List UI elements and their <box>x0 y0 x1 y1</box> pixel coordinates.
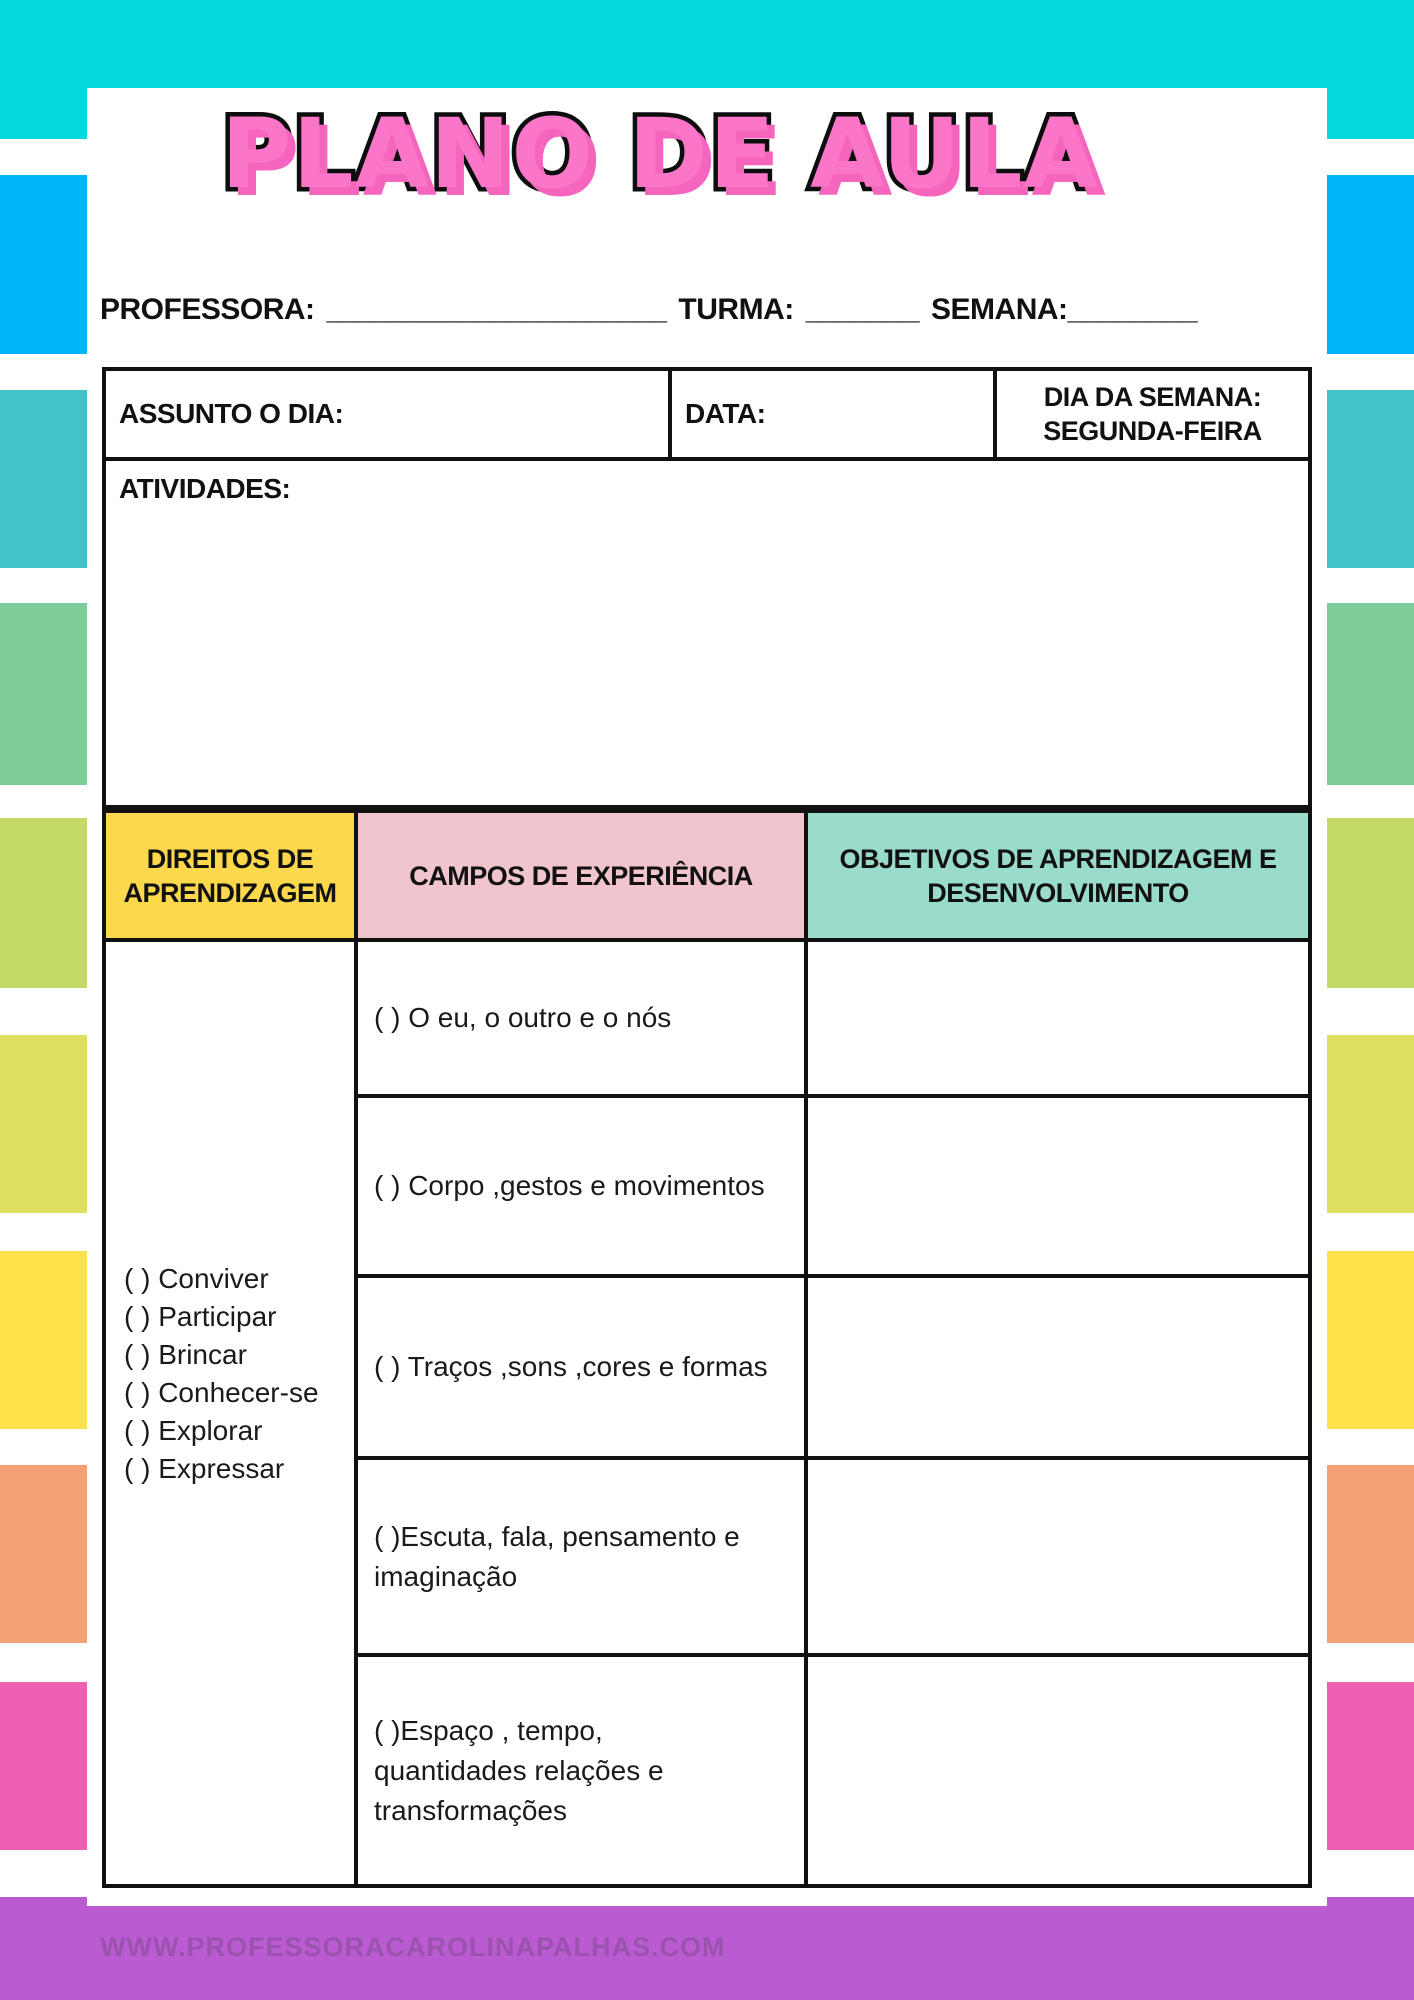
footer-website: WWW.PROFESSORACAROLINAPALHAS.COM <box>100 1932 726 1962</box>
border-block-blue-right <box>1327 175 1414 354</box>
border-block-cyan-right <box>1327 88 1414 139</box>
dia-da-semana-label: DIA DA SEMANA: <box>1043 382 1262 412</box>
campo-row-4 <box>358 1460 804 1653</box>
campo-item: ( ) Corpo ,gestos e movimentos <box>374 1170 765 1201</box>
objetivo-row-4 <box>808 1460 1308 1653</box>
dia-da-semana-cell <box>997 371 1308 457</box>
teacher-line <box>100 288 1330 332</box>
matrix-table <box>102 809 1312 1888</box>
border-block-lime-left <box>0 1035 87 1213</box>
assunto-label: ASSUNTO O DIA: <box>119 398 344 429</box>
semana-blank-field: ________ <box>1067 293 1198 326</box>
dia-da-semana-value: SEGUNDA-FEIRA <box>1043 416 1262 446</box>
campo-row-3 <box>358 1278 804 1456</box>
top-color-band <box>0 0 1414 88</box>
direitos-item: ( ) Explorar <box>124 1415 263 1446</box>
direitos-item: ( ) Brincar <box>124 1339 247 1370</box>
atividades-cell <box>106 461 1308 805</box>
objetivo-row-1 <box>808 942 1308 1094</box>
border-block-lime-right <box>1327 1035 1414 1213</box>
border-block-yellowgreen-right <box>1327 818 1414 988</box>
campo-row-2 <box>358 1098 804 1274</box>
professora-label: PROFESSORA: <box>100 293 315 326</box>
professora-blank-field: _____________________ <box>326 293 667 326</box>
atividades-label: ATIVIDADES: <box>119 473 291 504</box>
data-label: DATA: <box>685 398 766 429</box>
data-cell <box>672 371 993 457</box>
border-block-orange-right <box>1327 1465 1414 1643</box>
header-campos: CAMPOS DE EXPERIÊNCIA <box>358 813 804 938</box>
border-block-teal-right <box>1327 390 1414 568</box>
campo-row-1 <box>358 942 804 1094</box>
border-block-green-right <box>1327 603 1414 785</box>
border-block-orange-left <box>0 1465 87 1643</box>
direitos-item: ( ) Conhecer-se <box>124 1377 319 1408</box>
border-block-green-left <box>0 603 87 785</box>
info-table <box>102 367 1312 809</box>
direitos-item: ( ) Conviver <box>124 1263 269 1294</box>
assunto-cell <box>106 371 668 457</box>
border-block-pink-left <box>0 1682 87 1850</box>
border-block-teal-left <box>0 390 87 568</box>
semana-label: SEMANA: <box>931 293 1068 326</box>
campo-item: ( )Escuta, fala, pensamento e imaginação <box>374 1520 740 1592</box>
border-block-yellow-right <box>1327 1251 1414 1429</box>
page-title: PLANO DE AULA <box>221 98 1099 210</box>
objetivo-row-3 <box>808 1278 1308 1456</box>
border-block-yellow-left <box>0 1251 87 1429</box>
header-objetivos: OBJETIVOS DE APRENDIZAGEM E DESENVOLVIMENTO <box>808 813 1308 938</box>
turma-blank-field: _______ <box>805 293 920 326</box>
turma-label: TURMA: <box>678 293 794 326</box>
campo-item: ( ) Traços ,sons ,cores e formas <box>374 1351 768 1382</box>
objetivo-row-2 <box>808 1098 1308 1274</box>
header-direitos: DIREITOS DE APRENDIZAGEM <box>106 813 354 938</box>
direitos-item: ( ) Participar <box>124 1301 277 1332</box>
direitos-item: ( ) Expressar <box>124 1453 285 1484</box>
border-block-yellowgreen-left <box>0 818 87 988</box>
border-block-pink-right <box>1327 1682 1414 1850</box>
objetivo-row-5 <box>808 1657 1308 1884</box>
campo-row-5 <box>358 1657 804 1884</box>
campo-item: ( ) O eu, o outro e o nós <box>374 1002 672 1033</box>
campo-item: ( )Espaço , tempo, quantidades relações e transformações <box>374 1714 664 1826</box>
direitos-list-cell <box>106 942 354 1884</box>
